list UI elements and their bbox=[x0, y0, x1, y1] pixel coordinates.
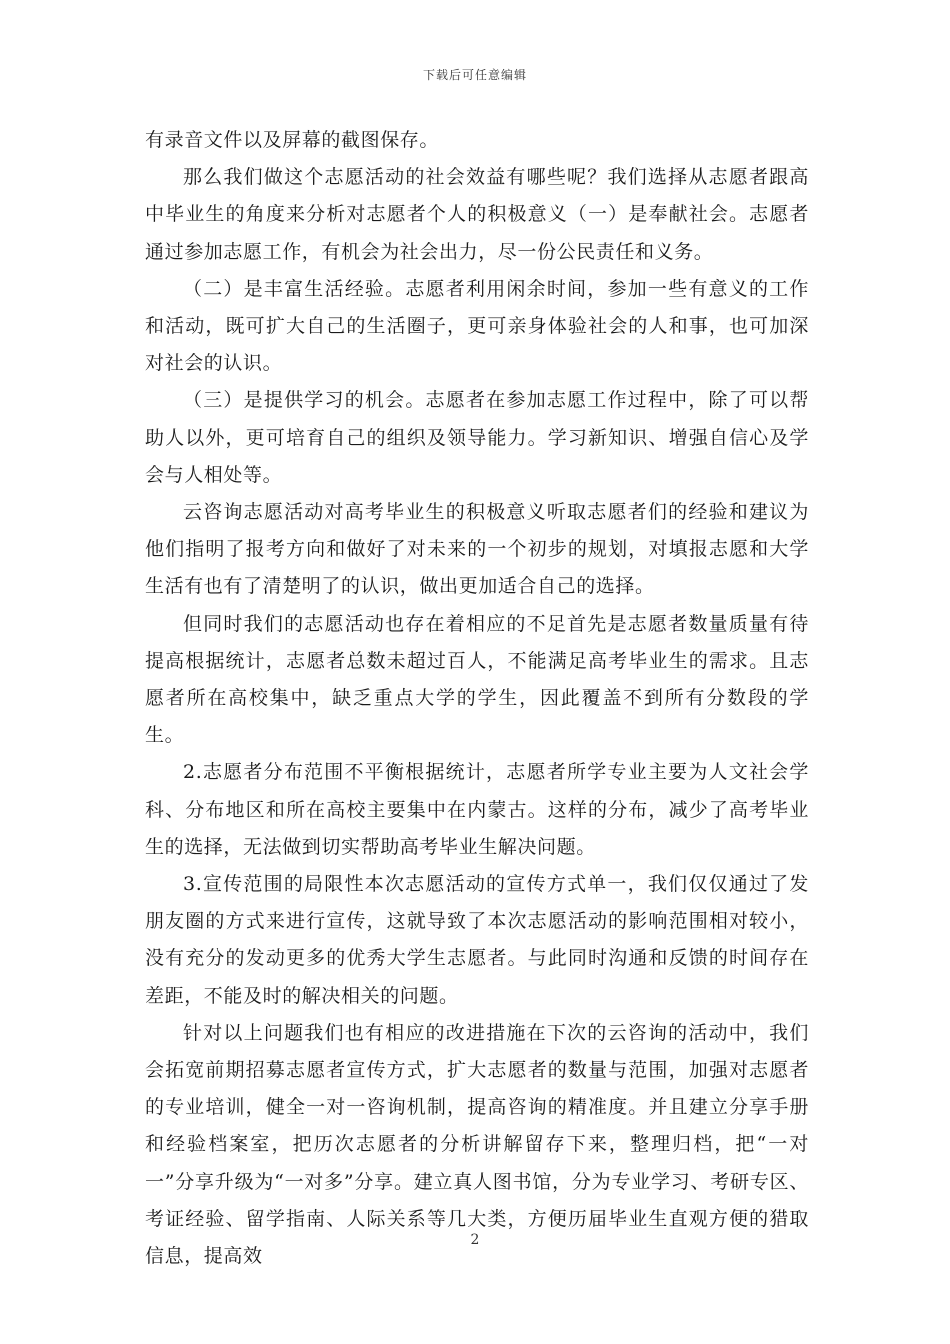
page-number: 2 bbox=[470, 1232, 480, 1248]
header-note: 下载后可任意编辑 bbox=[422, 68, 527, 82]
paragraph-distribution-imbalance: 2.志愿者分布范围不平衡根据统计，志愿者所学专业主要为人文社会学科、分布地区和所在高校主要集中在内蒙古。这样的分布，减少了高考毕业生的选择，无法做到切实帮助高考毕业生解决问题。 bbox=[145, 761, 809, 858]
paragraph-life-experience: （二）是丰富生活经验。志愿者利用闲余时间，参加一些有意义的工作和活动，既可扩大自己的生活圈子，更可亲身体验社会的人和事，也可加深对社会的认识。 bbox=[145, 277, 809, 375]
paragraph-continuation: 有录音文件以及屏幕的截图保存。 bbox=[145, 129, 440, 151]
document-body bbox=[145, 122, 809, 1275]
paragraph-shortcomings: 但同时我们的志愿活动也存在着相应的不足首先是志愿者数量质量有待提高根据统计，志愿者总数未超过百人，不能满足高考毕业生的需求。且志愿者所在高校集中，缺乏重点大学的学生，因此覆盖不到所有分数段的学生。 bbox=[145, 612, 809, 747]
paragraph-publicity-limitation: 3.宣传范围的局限性本次志愿活动的宣传方式单一，我们仅仅通过了发朋友圈的方式来进行宣传，这就导致了本次志愿活动的影响范围相对较小，没有充分的发动更多的优秀大学生志愿者。与此同时沟通和反馈的时间存在差距，不能及时的解决相关的问题。 bbox=[145, 873, 809, 1007]
paragraph-graduate-significance: 云咨询志愿活动对高考毕业生的积极意义听取志愿者们的经验和建议为他们指明了报考方向和做好了对未来的一个初步的规划，对填报志愿和大学生活有也有了清楚明了的认识，做出更加适合自己的选择。 bbox=[145, 501, 809, 598]
paragraph-improvement-measures: 针对以上问题我们也有相应的改进措施在下次的云咨询的活动中，我们会拓宽前期招募志愿者宣传方式，扩大志愿者的数量与范围，加强对志愿者的专业培训，健全一对一咨询机制，提高咨询的精准度。并且建立分享手册和经验档案室，把历次志愿者的分析讲解留存下来，整理归档，把“一对一”分享升级为“一对多”分享。建立真人图书馆，分为专业学习、考研专区、考证经验、留学指南、人际关系等几大类，方便历届毕业生直观方便的猎取信息，提高效 bbox=[145, 1021, 809, 1268]
paragraph-learning-opportunity: （三）是提供学习的机会。志愿者在参加志愿工作过程中，除了可以帮助人以外，更可培育自己的组织及领导能力。学习新知识、增强自信心及学会与人相处等。 bbox=[145, 389, 809, 486]
paragraph-social-benefits: 那么我们做这个志愿活动的社会效益有哪些呢？我们选择从志愿者跟高中毕业生的角度来分析对志愿者个人的积极意义（一）是奉献社会。志愿者通过参加志愿工作，有机会为社会出力，尽一份公民责任和义务。 bbox=[145, 166, 809, 263]
